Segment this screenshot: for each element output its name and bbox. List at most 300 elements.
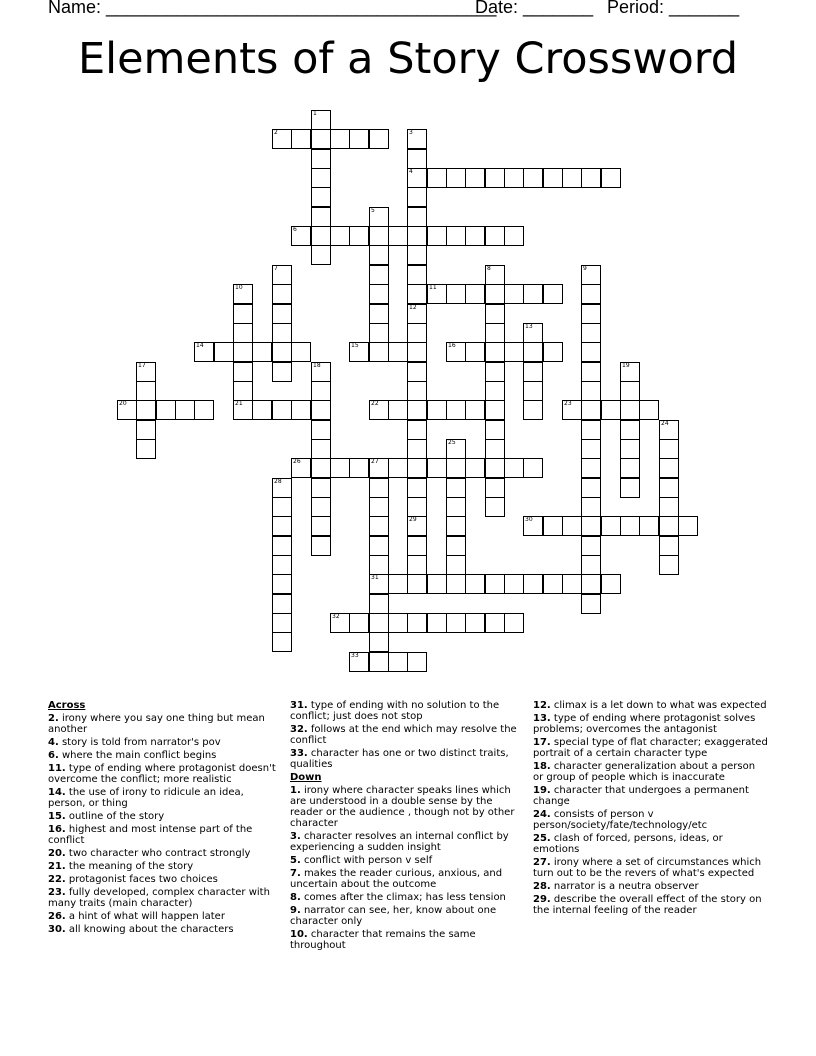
clue-item-number: 9.: [290, 905, 301, 916]
grid-cell[interactable]: [523, 381, 543, 401]
grid-cell[interactable]: [465, 342, 485, 362]
clue-number: 13: [525, 323, 533, 330]
grid-cell[interactable]: [311, 439, 331, 459]
grid-cell[interactable]: [407, 420, 427, 440]
grid-cell[interactable]: [407, 516, 427, 536]
grid-cell[interactable]: [369, 284, 389, 304]
grid-cell[interactable]: [446, 342, 466, 362]
grid-cell[interactable]: [581, 323, 601, 343]
grid-cell[interactable]: [446, 574, 466, 594]
grid-cell[interactable]: [620, 400, 640, 420]
grid-cell[interactable]: [311, 168, 331, 188]
grid-cell[interactable]: [427, 168, 447, 188]
grid-cell[interactable]: [581, 304, 601, 324]
grid-cell[interactable]: [349, 458, 369, 478]
grid-cell[interactable]: [369, 265, 389, 285]
grid-cell[interactable]: [504, 458, 524, 478]
grid-cell[interactable]: [136, 420, 156, 440]
grid-cell[interactable]: [485, 226, 505, 246]
grid-cell[interactable]: [485, 574, 505, 594]
grid-cell[interactable]: [485, 400, 505, 420]
grid-cell[interactable]: [620, 516, 640, 536]
clue-item: [48, 848, 283, 859]
clue-number: 19: [622, 362, 630, 369]
grid-cell[interactable]: [291, 129, 311, 149]
grid-cell[interactable]: [407, 342, 427, 362]
grid-cell[interactable]: [291, 226, 311, 246]
grid-cell[interactable]: [485, 439, 505, 459]
grid-cell[interactable]: [562, 168, 582, 188]
clue-number: 9: [583, 265, 587, 272]
grid-cell[interactable]: [581, 381, 601, 401]
grid-cell[interactable]: [485, 362, 505, 382]
clue-item-number: 14.: [48, 787, 66, 798]
grid-cell[interactable]: [349, 226, 369, 246]
clue-item: [48, 861, 283, 872]
grid-cell[interactable]: [446, 516, 466, 536]
grid-cell[interactable]: [601, 516, 621, 536]
grid-cell[interactable]: [369, 555, 389, 575]
grid-cell[interactable]: [311, 458, 331, 478]
grid-cell[interactable]: [291, 458, 311, 478]
clue-item-number: 16.: [48, 824, 66, 835]
grid-cell[interactable]: [407, 536, 427, 556]
grid-cell[interactable]: [504, 342, 524, 362]
clue-item: [290, 785, 525, 829]
grid-cell[interactable]: [659, 478, 679, 498]
clue-item-number: 22.: [48, 874, 66, 885]
clue-number: 21: [235, 400, 243, 407]
grid-cell[interactable]: [311, 149, 331, 169]
grid-cell[interactable]: [659, 420, 679, 440]
clue-number: 15: [351, 342, 359, 349]
grid-cell[interactable]: [136, 362, 156, 382]
clue-number: 29: [409, 516, 417, 523]
grid-cell[interactable]: [407, 187, 427, 207]
grid-cell[interactable]: [620, 439, 640, 459]
grid-cell[interactable]: [233, 362, 253, 382]
grid-cell[interactable]: [407, 245, 427, 265]
grid-cell[interactable]: [369, 245, 389, 265]
grid-cell[interactable]: [427, 284, 447, 304]
grid-cell[interactable]: [272, 478, 292, 498]
grid-cell[interactable]: [311, 207, 331, 227]
name-field-label: Name: _______________________________________: [48, 0, 497, 17]
grid-cell[interactable]: [233, 400, 253, 420]
grid-cell[interactable]: [233, 342, 253, 362]
grid-cell[interactable]: [659, 536, 679, 556]
grid-cell[interactable]: [407, 304, 427, 324]
grid-cell[interactable]: [581, 284, 601, 304]
grid-cell[interactable]: [485, 478, 505, 498]
grid-cell[interactable]: [407, 207, 427, 227]
period-field-label: Period: _______: [607, 0, 740, 17]
clue-item-number: 20.: [48, 848, 66, 859]
grid-cell[interactable]: [485, 497, 505, 517]
grid-cell[interactable]: [504, 168, 524, 188]
grid-cell[interactable]: [330, 613, 350, 633]
grid-cell[interactable]: [427, 613, 447, 633]
grid-cell[interactable]: [465, 168, 485, 188]
grid-cell[interactable]: [581, 362, 601, 382]
grid-cell[interactable]: [311, 536, 331, 556]
grid-cell[interactable]: [136, 439, 156, 459]
clue-item-text: story is told from narrator's pov: [58, 737, 221, 748]
grid-cell[interactable]: [427, 458, 447, 478]
grid-cell[interactable]: [349, 652, 369, 672]
grid-cell[interactable]: [156, 400, 176, 420]
clue-item-number: 32.: [290, 724, 308, 735]
grid-cell[interactable]: [407, 613, 427, 633]
clue-item-text: character has one or two distinct traits, qualities: [290, 748, 509, 770]
clue-item-number: 8.: [290, 892, 301, 903]
grid-cell[interactable]: [465, 574, 485, 594]
grid-cell[interactable]: [601, 400, 621, 420]
clue-number: 22: [371, 400, 379, 407]
grid-cell[interactable]: [601, 168, 621, 188]
clue-item: [290, 831, 525, 853]
clue-item-text: the use of irony to ridicule an idea, person, or thing: [48, 787, 244, 809]
clue-item-text: the meaning of the story: [65, 861, 194, 872]
grid-cell[interactable]: [407, 497, 427, 517]
grid-cell[interactable]: [311, 187, 331, 207]
clue-item-number: 27.: [533, 857, 551, 868]
grid-cell[interactable]: [349, 613, 369, 633]
grid-cell[interactable]: [504, 284, 524, 304]
clue-item-number: 10.: [290, 929, 308, 940]
grid-cell[interactable]: [136, 381, 156, 401]
grid-cell[interactable]: [620, 458, 640, 478]
grid-cell[interactable]: [485, 323, 505, 343]
clue-item-number: 5.: [290, 855, 301, 866]
grid-cell[interactable]: [407, 226, 427, 246]
grid-cell[interactable]: [581, 497, 601, 517]
grid-cell[interactable]: [485, 613, 505, 633]
clue-number: 12: [409, 304, 417, 311]
grid-cell[interactable]: [639, 400, 659, 420]
grid-cell[interactable]: [523, 168, 543, 188]
grid-cell[interactable]: [369, 400, 389, 420]
grid-cell[interactable]: [446, 458, 466, 478]
grid-cell[interactable]: [562, 574, 582, 594]
clue-item: [290, 929, 525, 951]
grid-cell[interactable]: [543, 284, 563, 304]
grid-cell[interactable]: [581, 342, 601, 362]
grid-cell[interactable]: [407, 149, 427, 169]
grid-cell[interactable]: [272, 497, 292, 517]
grid-cell[interactable]: [272, 574, 292, 594]
grid-cell[interactable]: [233, 304, 253, 324]
grid-cell[interactable]: [369, 516, 389, 536]
grid-cell[interactable]: [272, 613, 292, 633]
clue-section-heading: Across: [48, 700, 86, 711]
clue-item-number: 6.: [48, 750, 59, 761]
clue-item: [48, 713, 283, 735]
grid-cell[interactable]: [117, 400, 137, 420]
clue-item: [48, 763, 283, 785]
grid-cell[interactable]: [446, 536, 466, 556]
grid-cell[interactable]: [485, 342, 505, 362]
grid-cell[interactable]: [369, 458, 389, 478]
grid-cell[interactable]: [369, 207, 389, 227]
grid-cell[interactable]: [446, 226, 466, 246]
grid-cell[interactable]: [252, 342, 272, 362]
grid-cell[interactable]: [369, 497, 389, 517]
grid-cell[interactable]: [523, 574, 543, 594]
grid-cell[interactable]: [407, 458, 427, 478]
grid-cell[interactable]: [311, 110, 331, 130]
grid-cell[interactable]: [369, 323, 389, 343]
grid-cell[interactable]: [543, 342, 563, 362]
grid-cell[interactable]: [581, 536, 601, 556]
grid-cell[interactable]: [369, 304, 389, 324]
grid-cell[interactable]: [272, 400, 292, 420]
grid-cell[interactable]: [427, 574, 447, 594]
grid-cell[interactable]: [407, 284, 427, 304]
grid-cell[interactable]: [427, 400, 447, 420]
grid-cell[interactable]: [659, 458, 679, 478]
grid-cell[interactable]: [581, 400, 601, 420]
grid-cell[interactable]: [523, 323, 543, 343]
clue-number: 17: [138, 362, 146, 369]
clue-number: 10: [235, 284, 243, 291]
clue-item: [290, 905, 525, 927]
grid-cell[interactable]: [233, 323, 253, 343]
grid-cell[interactable]: [388, 574, 408, 594]
clue-number: 31: [371, 574, 379, 581]
grid-cell[interactable]: [465, 226, 485, 246]
grid-cell[interactable]: [446, 284, 466, 304]
grid-cell[interactable]: [465, 613, 485, 633]
grid-cell[interactable]: [369, 574, 389, 594]
grid-cell[interactable]: [388, 652, 408, 672]
grid-cell[interactable]: [407, 362, 427, 382]
grid-cell[interactable]: [291, 400, 311, 420]
grid-cell[interactable]: [446, 613, 466, 633]
grid-cell[interactable]: [620, 420, 640, 440]
grid-cell[interactable]: [446, 439, 466, 459]
grid-cell[interactable]: [330, 458, 350, 478]
grid-cell[interactable]: [311, 362, 331, 382]
grid-cell[interactable]: [581, 265, 601, 285]
grid-cell[interactable]: [311, 400, 331, 420]
grid-cell[interactable]: [485, 284, 505, 304]
clues-column-2: [290, 700, 525, 953]
clue-number: 33: [351, 652, 359, 659]
grid-cell[interactable]: [311, 497, 331, 517]
grid-cell[interactable]: [465, 400, 485, 420]
grid-cell[interactable]: [407, 168, 427, 188]
grid-cell[interactable]: [311, 420, 331, 440]
grid-cell[interactable]: [407, 555, 427, 575]
clue-number: 32: [332, 613, 340, 620]
grid-cell[interactable]: [272, 284, 292, 304]
grid-cell[interactable]: [311, 245, 331, 265]
grid-cell[interactable]: [272, 594, 292, 614]
grid-cell[interactable]: [407, 381, 427, 401]
grid-cell[interactable]: [523, 342, 543, 362]
grid-cell[interactable]: [485, 265, 505, 285]
clue-item-number: 29.: [533, 894, 551, 905]
clue-number: 2: [274, 129, 278, 136]
clue-item: [533, 785, 768, 807]
grid-cell[interactable]: [485, 458, 505, 478]
clue-item-text: where the main conflict begins: [58, 750, 217, 761]
grid-cell[interactable]: [523, 362, 543, 382]
grid-cell[interactable]: [272, 304, 292, 324]
clue-number: 3: [409, 129, 413, 136]
grid-cell[interactable]: [620, 478, 640, 498]
grid-cell[interactable]: [388, 400, 408, 420]
grid-cell[interactable]: [620, 381, 640, 401]
grid-cell[interactable]: [272, 516, 292, 536]
grid-cell[interactable]: [330, 226, 350, 246]
grid-cell[interactable]: [407, 400, 427, 420]
grid-cell[interactable]: [407, 652, 427, 672]
clue-item-number: 17.: [533, 737, 551, 748]
grid-cell[interactable]: [446, 478, 466, 498]
clue-item: [48, 824, 283, 846]
grid-cell[interactable]: [581, 555, 601, 575]
page-title: Elements of a Story Crossword: [77, 34, 739, 84]
clue-item-text: character resolves an internal conflict by experiencing a sudden insight: [290, 831, 509, 853]
grid-cell[interactable]: [581, 516, 601, 536]
grid-cell[interactable]: [581, 458, 601, 478]
grid-cell[interactable]: [136, 400, 156, 420]
grid-cell[interactable]: [485, 381, 505, 401]
grid-cell[interactable]: [369, 613, 389, 633]
grid-cell[interactable]: [659, 516, 679, 536]
grid-cell[interactable]: [252, 400, 272, 420]
grid-cell[interactable]: [272, 342, 292, 362]
grid-cell[interactable]: [194, 400, 214, 420]
clue-item: [290, 724, 525, 746]
grid-cell[interactable]: [369, 536, 389, 556]
grid-cell[interactable]: [175, 400, 195, 420]
grid-cell[interactable]: [388, 613, 408, 633]
grid-cell[interactable]: [446, 497, 466, 517]
grid-cell[interactable]: [330, 129, 350, 149]
grid-cell[interactable]: [581, 168, 601, 188]
grid-cell[interactable]: [369, 594, 389, 614]
grid-cell[interactable]: [369, 342, 389, 362]
grid-cell[interactable]: [291, 342, 311, 362]
grid-cell[interactable]: [349, 129, 369, 149]
clue-item: [48, 787, 283, 809]
clue-item-number: 13.: [533, 713, 551, 724]
grid-cell[interactable]: [388, 342, 408, 362]
grid-cell[interactable]: [407, 265, 427, 285]
grid-cell[interactable]: [388, 458, 408, 478]
grid-cell[interactable]: [427, 226, 447, 246]
grid-cell[interactable]: [233, 381, 253, 401]
grid-cell[interactable]: [543, 574, 563, 594]
grid-cell[interactable]: [272, 362, 292, 382]
clue-item-text: irony where you say one thing but mean another: [48, 713, 265, 735]
grid-cell[interactable]: [311, 516, 331, 536]
grid-cell[interactable]: [407, 478, 427, 498]
grid-cell[interactable]: [620, 362, 640, 382]
grid-cell[interactable]: [369, 129, 389, 149]
grid-cell[interactable]: [272, 265, 292, 285]
grid-cell[interactable]: [311, 129, 331, 149]
grid-cell[interactable]: [485, 168, 505, 188]
grid-cell[interactable]: [639, 516, 659, 536]
grid-cell[interactable]: [214, 342, 234, 362]
grid-cell[interactable]: [369, 632, 389, 652]
grid-cell[interactable]: [407, 129, 427, 149]
grid-cell[interactable]: [523, 516, 543, 536]
grid-cell[interactable]: [233, 284, 253, 304]
grid-cell[interactable]: [465, 458, 485, 478]
grid-cell[interactable]: [581, 574, 601, 594]
clue-number: 6: [293, 226, 297, 233]
grid-cell[interactable]: [678, 516, 698, 536]
grid-cell[interactable]: [504, 226, 524, 246]
grid-cell[interactable]: [388, 226, 408, 246]
grid-cell[interactable]: [581, 420, 601, 440]
grid-cell[interactable]: [485, 420, 505, 440]
grid-cell[interactable]: [504, 574, 524, 594]
grid-cell[interactable]: [601, 574, 621, 594]
grid-cell[interactable]: [369, 478, 389, 498]
grid-cell[interactable]: [369, 652, 389, 672]
clue-number: 27: [371, 458, 379, 465]
clue-item: [290, 855, 525, 866]
grid-cell[interactable]: [407, 439, 427, 459]
clue-item: [48, 924, 283, 935]
grid-cell[interactable]: [523, 284, 543, 304]
grid-cell[interactable]: [562, 516, 582, 536]
grid-cell[interactable]: [407, 323, 427, 343]
grid-cell[interactable]: [485, 304, 505, 324]
grid-cell[interactable]: [369, 226, 389, 246]
grid-cell[interactable]: [194, 342, 214, 362]
grid-cell[interactable]: [349, 342, 369, 362]
grid-cell[interactable]: [523, 458, 543, 478]
clue-item-number: 11.: [48, 763, 66, 774]
grid-cell[interactable]: [272, 536, 292, 556]
grid-cell[interactable]: [543, 516, 563, 536]
grid-cell[interactable]: [562, 400, 582, 420]
grid-cell[interactable]: [465, 284, 485, 304]
grid-cell[interactable]: [446, 168, 466, 188]
grid-cell[interactable]: [272, 632, 292, 652]
clue-item-text: all knowing about the characters: [65, 924, 234, 935]
grid-cell[interactable]: [407, 574, 427, 594]
grid-cell[interactable]: [446, 400, 466, 420]
clue-item: [48, 887, 283, 909]
grid-cell[interactable]: [581, 439, 601, 459]
clue-number: 20: [119, 400, 127, 407]
clue-number: 30: [525, 516, 533, 523]
grid-cell[interactable]: [272, 129, 292, 149]
grid-cell[interactable]: [311, 226, 331, 246]
grid-cell[interactable]: [311, 478, 331, 498]
grid-cell[interactable]: [659, 439, 679, 459]
grid-cell[interactable]: [659, 497, 679, 517]
grid-cell[interactable]: [659, 555, 679, 575]
grid-cell[interactable]: [543, 168, 563, 188]
grid-cell[interactable]: [272, 323, 292, 343]
grid-cell[interactable]: [523, 400, 543, 420]
grid-cell[interactable]: [504, 613, 524, 633]
grid-cell[interactable]: [581, 594, 601, 614]
grid-cell[interactable]: [581, 478, 601, 498]
grid-cell[interactable]: [272, 555, 292, 575]
grid-cell[interactable]: [311, 381, 331, 401]
grid-cell[interactable]: [446, 555, 466, 575]
